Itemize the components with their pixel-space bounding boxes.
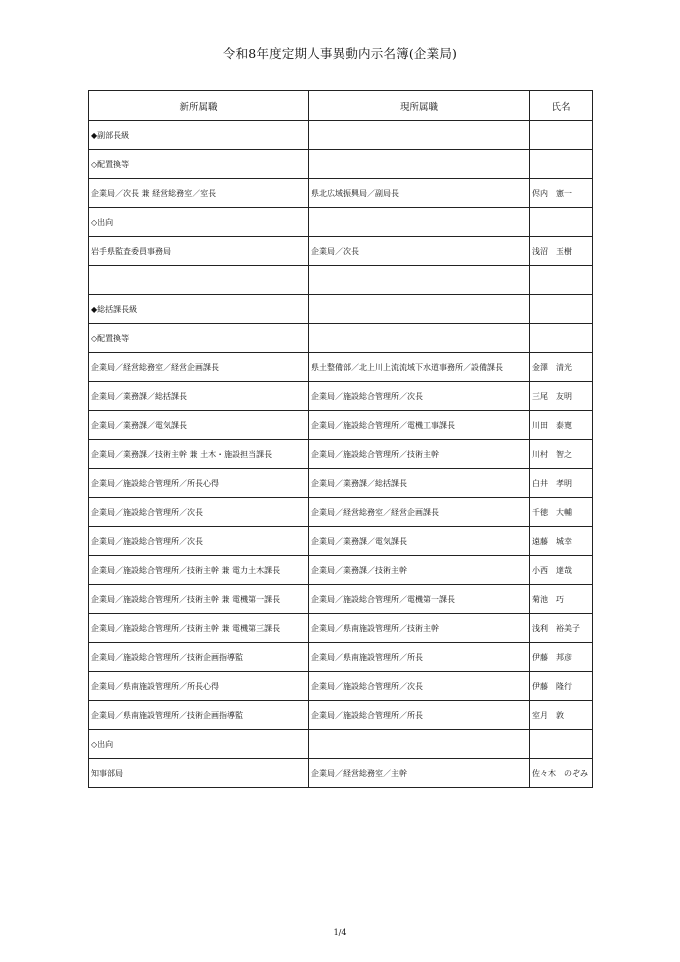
table-row [89,527,593,556]
table-row [89,266,593,295]
current-position-cell: 企業局／施設総合管理所／次長 [309,672,530,701]
new-position-cell: 企業局／施設総合管理所／次長 [89,498,309,527]
current-position-cell: 企業局／施設総合管理所／次長 [309,382,530,411]
name-cell: 小西 達哉 [530,556,593,585]
table-body [89,121,593,788]
new-position-cell: ◆総括課長級 [89,295,309,324]
new-position-cell: 企業局／施設総合管理所／次長 [89,527,309,556]
name-cell [530,266,593,295]
table-row [89,643,593,672]
current-position-cell [309,121,530,150]
name-cell: 白井 孝明 [530,469,593,498]
name-cell [530,730,593,759]
name-cell: 室月 敦 [530,701,593,730]
table-row [89,759,593,788]
name-cell: 川田 泰寛 [530,411,593,440]
column-header-name: 氏名 [530,91,593,121]
table-header-row [89,91,593,121]
table-row [89,672,593,701]
new-position-cell: ◇出向 [89,208,309,237]
table-row [89,179,593,208]
new-position-cell: 企業局／業務課／技術主幹 兼 土木・施設担当課長 [89,440,309,469]
new-position-cell: 知事部局 [89,759,309,788]
table-row [89,150,593,179]
new-position-cell: 企業局／経営総務室／経営企画課長 [89,353,309,382]
current-position-cell: 県土整備部／北上川上流流域下水道事務所／設備課長 [309,353,530,382]
table-row [89,440,593,469]
new-position-cell: 企業局／施設総合管理所／所長心得 [89,469,309,498]
new-position-cell: ◇出向 [89,730,309,759]
personnel-table [88,90,593,788]
new-position-cell [89,266,309,295]
current-position-cell: 企業局／施設総合管理所／所長 [309,701,530,730]
new-position-cell: 企業局／施設総合管理所／技術主幹 兼 電機第一課長 [89,585,309,614]
new-position-cell: 企業局／施設総合管理所／技術主幹 兼 電機第三課長 [89,614,309,643]
name-cell: 伊藤 邦彦 [530,643,593,672]
current-position-cell: 企業局／経営総務室／経営企画課長 [309,498,530,527]
page-title: 令和8年度定期人事異動内示名簿(企業局) [222,46,458,61]
name-cell: 浅利 裕美子 [530,614,593,643]
table-row [89,295,593,324]
table-row [89,382,593,411]
name-cell: 三尾 友明 [530,382,593,411]
new-position-cell: 企業局／県南施設管理所／所長心得 [89,672,309,701]
current-position-cell: 企業局／業務課／電気課長 [309,527,530,556]
current-position-cell [309,266,530,295]
current-position-cell [309,730,530,759]
current-position-cell: 企業局／次長 [309,237,530,266]
name-cell: 金澤 清光 [530,353,593,382]
table-row [89,556,593,585]
name-cell: 千徳 大輔 [530,498,593,527]
column-header-new-position: 新所属職 [89,91,309,121]
table-row [89,237,593,266]
current-position-cell: 県北広域振興局／副局長 [309,179,530,208]
table-row [89,701,593,730]
table-row [89,730,593,759]
current-position-cell: 企業局／業務課／技術主幹 [309,556,530,585]
name-cell [530,150,593,179]
new-position-cell: ◇配置換等 [89,324,309,353]
column-header-current-position: 現所属職 [309,91,530,121]
current-position-cell [309,324,530,353]
table-row [89,353,593,382]
table-row [89,498,593,527]
new-position-cell: 企業局／業務課／総括課長 [89,382,309,411]
name-cell [530,208,593,237]
name-cell: 佐々木 のぞみ [530,759,593,788]
table-row [89,324,593,353]
current-position-cell: 企業局／県南施設管理所／所長 [309,643,530,672]
current-position-cell: 企業局／施設総合管理所／電機工事課長 [309,411,530,440]
current-position-cell [309,150,530,179]
name-cell: 侭内 憲一 [530,179,593,208]
name-cell: 浅沼 玉樹 [530,237,593,266]
page-number: 1/4 [333,928,347,937]
name-cell [530,121,593,150]
name-cell [530,324,593,353]
new-position-cell: 企業局／施設総合管理所／技術企画指導監 [89,643,309,672]
table-row [89,585,593,614]
name-cell [530,295,593,324]
name-cell: 川村 智之 [530,440,593,469]
table-row [89,411,593,440]
new-position-cell: 岩手県監査委員事務局 [89,237,309,266]
new-position-cell: 企業局／業務課／電気課長 [89,411,309,440]
name-cell: 遠藤 城幸 [530,527,593,556]
current-position-cell [309,208,530,237]
current-position-cell: 企業局／県南施設管理所／技術主幹 [309,614,530,643]
table-row [89,614,593,643]
table-row [89,469,593,498]
new-position-cell: 企業局／次長 兼 経営総務室／室長 [89,179,309,208]
current-position-cell [309,295,530,324]
name-cell: 菊池 巧 [530,585,593,614]
table-row [89,121,593,150]
new-position-cell: ◇配置換等 [89,150,309,179]
table-row [89,208,593,237]
new-position-cell: 企業局／県南施設管理所／技術企画指導監 [89,701,309,730]
current-position-cell: 企業局／経営総務室／主幹 [309,759,530,788]
current-position-cell: 企業局／業務課／総括課長 [309,469,530,498]
name-cell: 伊藤 隆行 [530,672,593,701]
current-position-cell: 企業局／施設総合管理所／電機第一課長 [309,585,530,614]
new-position-cell: ◆副部長級 [89,121,309,150]
new-position-cell: 企業局／施設総合管理所／技術主幹 兼 電力土木課長 [89,556,309,585]
current-position-cell: 企業局／施設総合管理所／技術主幹 [309,440,530,469]
